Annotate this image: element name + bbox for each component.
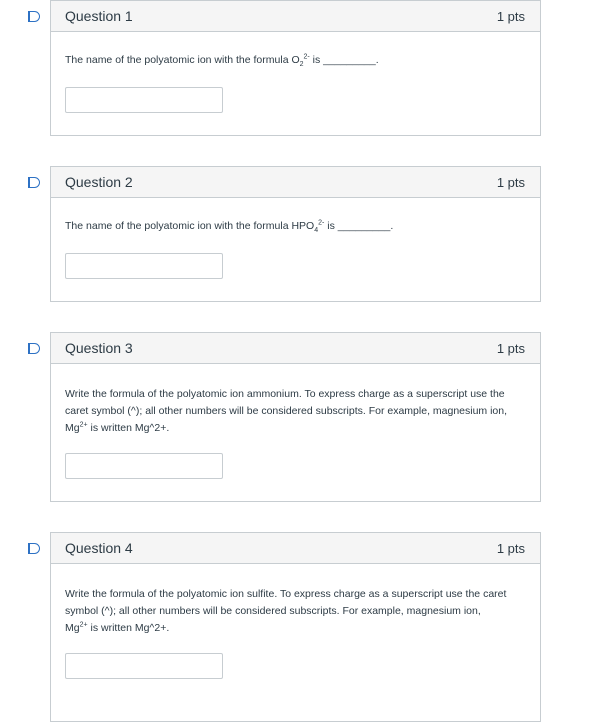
question-text: Write the formula of the polyatomic ion ammonium. To express charge as a superscript use the caret symbol (^); all other numbers will be considered subscripts. For example, magnesium ion, $Mg^{2+}$ is written Mg^2+. (65, 388, 508, 434)
question-points: 1 pts (496, 340, 525, 356)
question-header (51, 1, 540, 32)
bookmark-flag-icon[interactable] (28, 11, 40, 22)
question-card-3 (50, 332, 541, 502)
question-text: The name of the polyatomic ion with the formula $O_2^{2-}$ is _________. (65, 53, 379, 69)
question-card-1 (50, 0, 541, 136)
question-points: 1 pts (496, 8, 525, 24)
answer-input-2[interactable] (65, 253, 223, 279)
answer-input-4[interactable] (65, 653, 223, 679)
question-text: The name of the polyatomic ion with the formula $HPO_4^{2-}$ is _________. (65, 219, 394, 235)
question-card-2 (50, 166, 541, 302)
question-header (51, 167, 540, 198)
answer-input-1[interactable] (65, 87, 223, 113)
question-title: Question 2 (65, 174, 133, 190)
bookmark-flag-icon[interactable] (28, 177, 40, 188)
question-points: 1 pts (496, 540, 525, 556)
bookmark-flag-icon[interactable] (28, 543, 40, 554)
question-title: Question 3 (65, 340, 133, 356)
question-header (51, 333, 540, 364)
bookmark-flag-icon[interactable] (28, 343, 40, 354)
question-card-4 (50, 532, 541, 722)
question-points: 1 pts (496, 174, 525, 190)
question-title: Question 1 (65, 8, 133, 24)
question-text: Write the formula of the polyatomic ion sulfite. To express charge as a superscript use the caret symbol (^); all other numbers will be considered subscripts. For example, magnesium ion, $Mg^{2+}$ is written Mg^2+. (65, 588, 507, 634)
answer-input-3[interactable] (65, 453, 223, 479)
question-title: Question 4 (65, 540, 133, 556)
question-header (51, 533, 540, 564)
